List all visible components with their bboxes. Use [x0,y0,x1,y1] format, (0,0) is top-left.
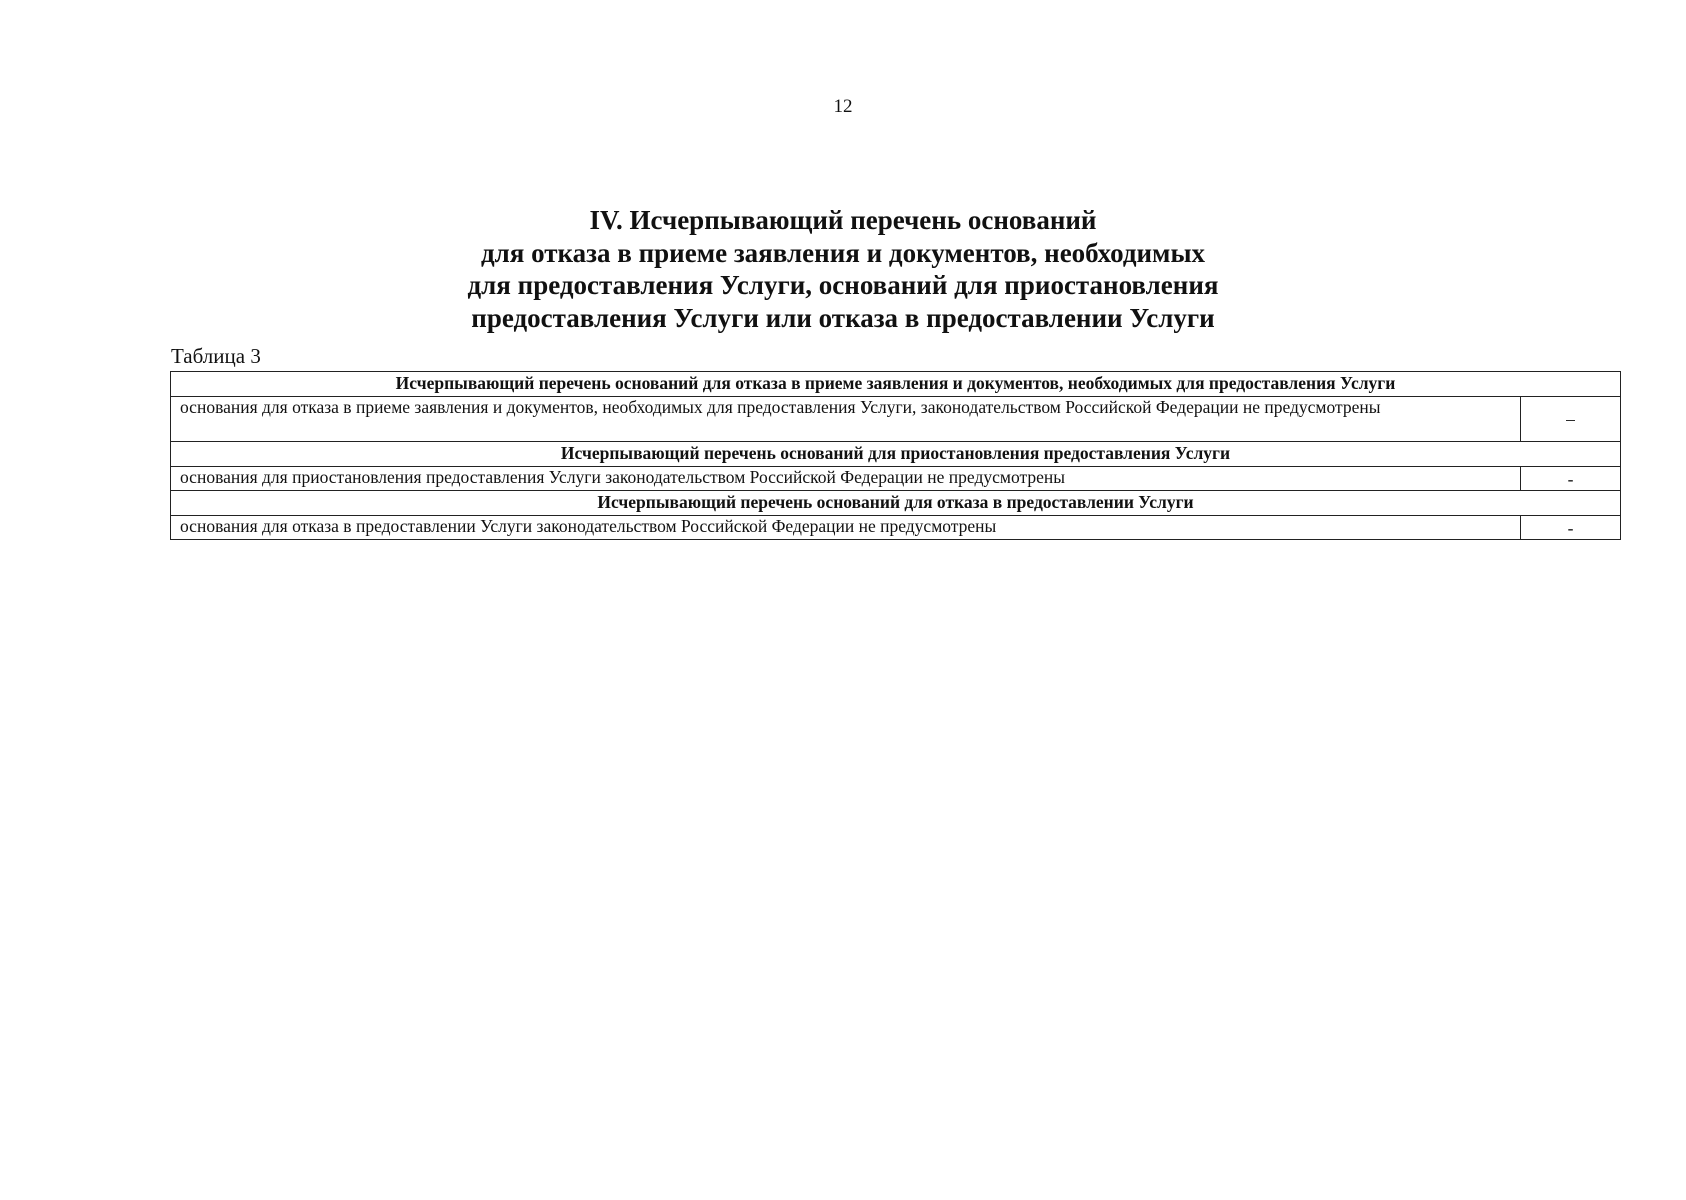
section-heading-line: IV. Исчерпывающий перечень оснований [589,205,1097,235]
table-caption: Таблица 3 [171,344,261,368]
section-heading-line: для отказа в приеме заявления и документов, необходимых [480,237,1206,268]
row-mark: - [1521,516,1621,540]
section-heading [0,204,1686,334]
page-number: 12 [833,96,853,117]
table-row [171,516,1621,540]
table-row [171,467,1621,491]
section-heading-line: для предоставления Услуги, оснований для приостановления [467,270,1219,300]
row-mark: - [1521,467,1621,491]
table-section-header-row [171,442,1621,467]
row-mark: – [1521,397,1621,442]
section-header-refusal-acceptance: Исчерпывающий перечень оснований для отказа в приеме заявления и документов, необходимых для предоставления Услуги [171,372,1621,397]
grounds-table [170,371,1621,540]
table-section-header-row [171,372,1621,397]
table-section-header-row [171,491,1621,516]
row-text: основания для отказа в предоставлении Услуги законодательством Российской Федерации не предусмотрены [171,516,1521,540]
section-header-refusal-service: Исчерпывающий перечень оснований для отказа в предоставлении Услуги [171,491,1621,516]
table-row [171,397,1621,442]
row-text: основания для отказа в приеме заявления и документов, необходимых для предоставления Услуги, законодательством Российской Федерации не предусмотрены [171,397,1521,442]
section-header-suspension: Исчерпывающий перечень оснований для приостановления предоставления Услуги [171,442,1621,467]
section-heading-line: предоставления Услуги или отказа в предоставлении Услуги [471,302,1215,333]
row-text: основания для приостановления предоставления Услуги законодательством Российской Федерации не предусмотрены [171,467,1521,491]
